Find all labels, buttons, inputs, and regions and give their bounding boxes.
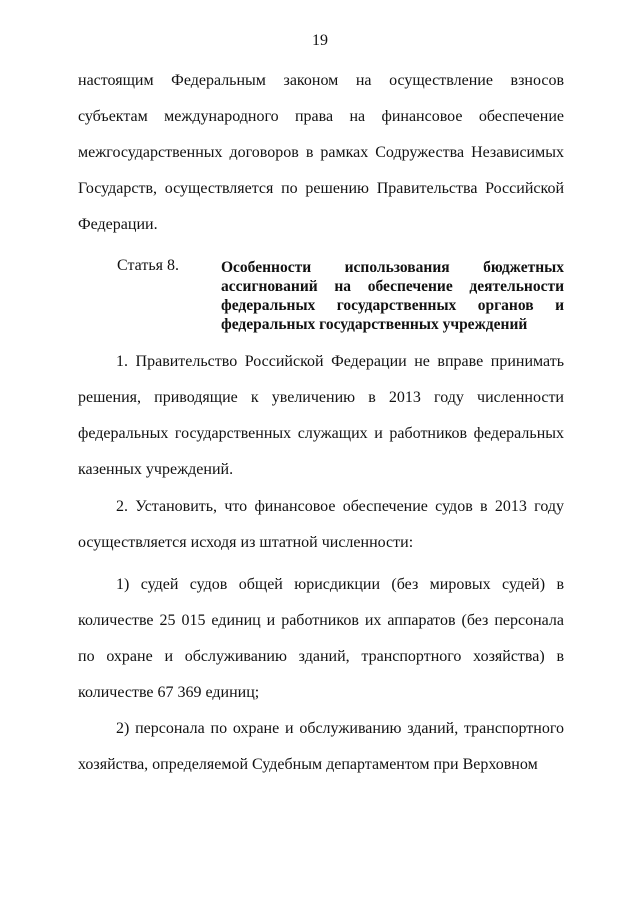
article-title: Особенности использования бюджетных ассигнований на обеспечение деятельности федеральных государственных органов и федеральных государственных учреждений (221, 259, 564, 333)
paragraph-point-2: 2. Установить, что финансовое обеспечение судов в 2013 году осуществляется исходя из штатной численности: (78, 498, 564, 551)
page-number: 19 (312, 32, 328, 49)
paragraph-point-1: 1. Правительство Российской Федерации не вправе принимать решения, приводящие к увеличению в 2013 году численности федеральных государственных служащих и работников федеральных казенных учреждений. (78, 353, 564, 478)
paragraph-continuation: настоящим Федеральным законом на осуществление взносов субъектам международного права на финансовое обеспечение межгосударственных договоров в рамках Содружества Независимых Государств, осуществляется по решению Правительства Российской Федерации. (78, 72, 564, 233)
paragraph-point-2-sub-1: 1) судей судов общей юрисдикции (без мировых судей) в количестве 25 015 единиц и работников их аппаратов (без персонала по охране и обслуживанию зданий, транспортного хозяйства) в количестве 67 369 единиц; (78, 576, 564, 701)
article-label: Статья 8. (117, 257, 179, 274)
paragraph-point-2-sub-2: 2) персонала по охране и обслуживанию зданий, транспортного хозяйства, определяемой Судебным департаментом при Верховном (78, 720, 564, 773)
